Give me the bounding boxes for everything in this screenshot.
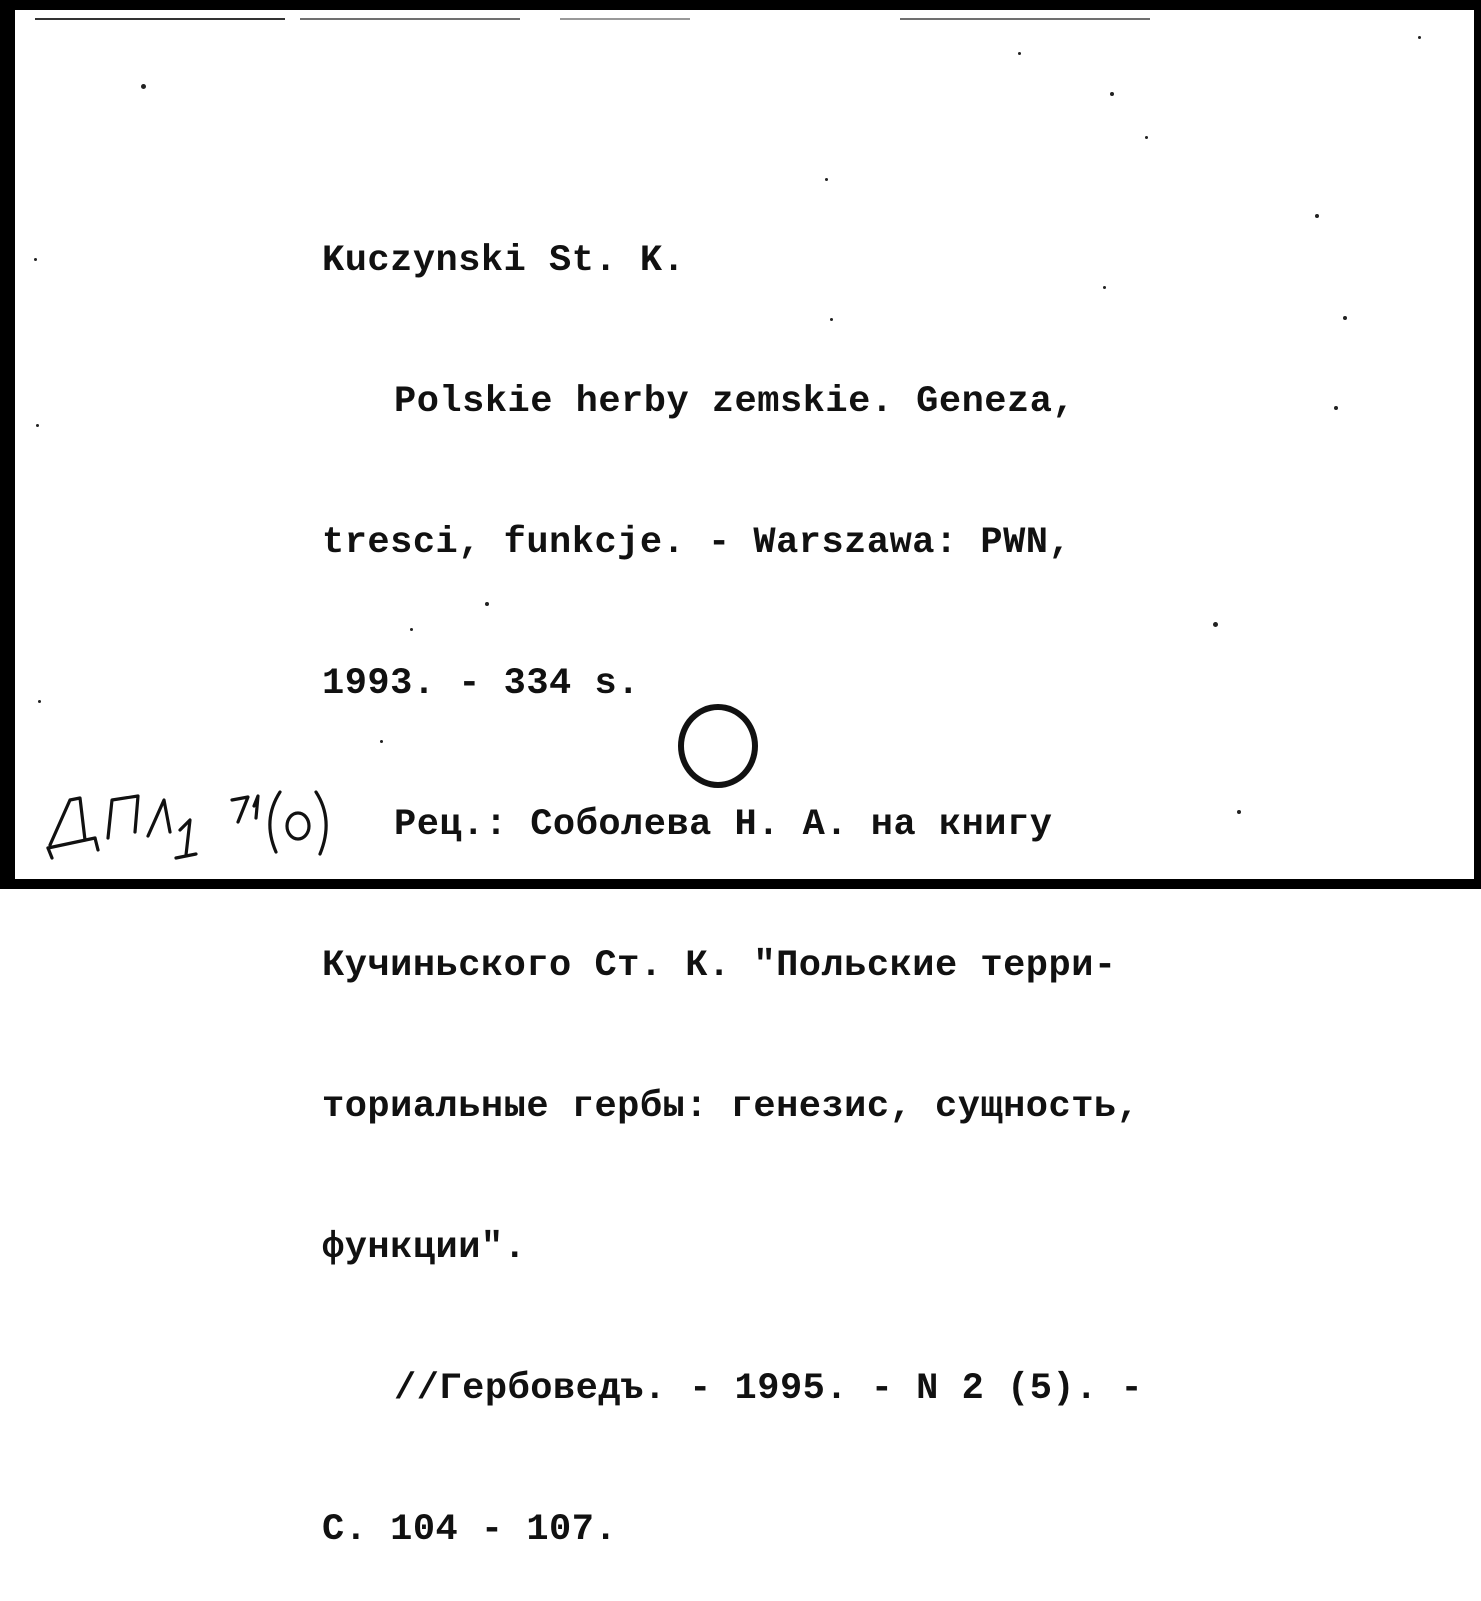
entry-line: функции". <box>322 1227 527 1269</box>
scan-speck <box>1315 214 1319 218</box>
card-frame-left <box>0 0 8 889</box>
scan-speck <box>34 258 37 261</box>
scan-line <box>35 18 285 20</box>
scan-speck <box>36 424 39 427</box>
scan-line <box>300 18 520 20</box>
entry-line: Рец.: Соболева Н. А. на книгу <box>394 804 1053 846</box>
scan-speck <box>380 740 383 743</box>
entry-line: tresci, funkcje. - Warszawa: PWN, <box>322 522 1072 564</box>
handwritten-shelfmark <box>40 770 380 880</box>
entry-line: Polskie herby zemskie. Geneza, <box>394 381 1076 423</box>
scan-speck <box>1018 52 1021 55</box>
scan-speck <box>1343 316 1347 320</box>
bibliographic-entry <box>322 144 1143 1601</box>
scan-speck <box>1145 136 1148 139</box>
entry-line: Kuczynski St. K. <box>322 240 686 282</box>
entry-line: ториальные гербы: генезис, сущность, <box>322 1086 1140 1128</box>
scan-speck <box>141 84 146 89</box>
scan-speck <box>830 318 833 321</box>
scan-speck <box>825 178 828 181</box>
entry-line: Кучиньского Ст. К. "Польские терри- <box>322 945 1117 987</box>
entry-line: //Гербоведъ. - 1995. - N 2 (5). - <box>394 1368 1144 1410</box>
scan-speck <box>410 628 413 631</box>
scan-line <box>560 18 690 20</box>
scan-speck <box>485 602 489 606</box>
scan-speck <box>1103 286 1106 289</box>
scan-speck <box>1213 622 1218 627</box>
entry-line: С. 104 - 107. <box>322 1509 618 1551</box>
scan-speck <box>1418 36 1421 39</box>
punch-hole <box>678 704 758 788</box>
scan-speck <box>1110 92 1114 96</box>
scan-line <box>900 18 1150 20</box>
scan-speck <box>1334 406 1338 410</box>
scan-speck <box>1237 810 1241 814</box>
entry-line: 1993. - 334 s. <box>322 663 640 705</box>
scan-speck <box>38 700 41 703</box>
